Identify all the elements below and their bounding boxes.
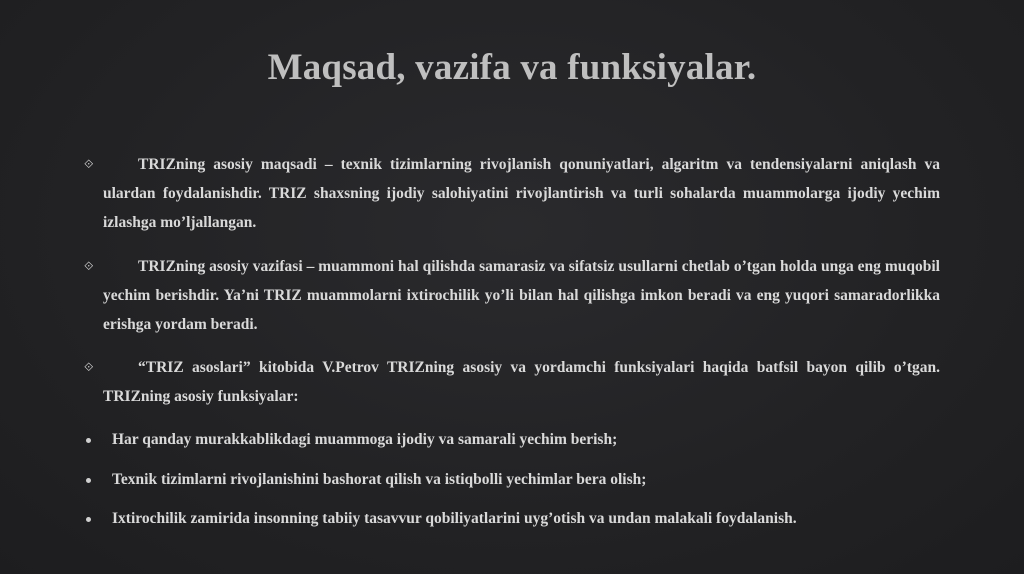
paragraph-goal: TRIZning asosiy maqsadi – texnik tizimlarning rivojlanish qonuniyatlari, algaritm va tendensiyalarni aniqlash va ulardan foydalanishdir. TRIZ shaxsning ijodiy salohiyatini rivojlantirish va turli sohalarda muammolarga ijodiy yechim izlashga mo’ljallangan. — [103, 156, 940, 231]
dot-bullet-icon — [86, 517, 91, 522]
paragraph-task: TRIZning asosiy vazifasi – muammoni hal qilishda samarasiz va sifatsiz usullarni chetlab o’tgan holda unga eng muqobil yechim berishdir. Ya’ni TRIZ muammolarni ixtirochilik yo’li bilan hal qilishga imkon beradi va eng yuqori samaradorlikka erishga yordam beradi. — [103, 258, 940, 333]
diamond-bullet-icon: ⟐ — [84, 360, 94, 374]
paragraph-functions-intro: “TRIZ asoslari” kitobida V.Petrov TRIZning asosiy va yordamchi funksiyalari haqida batfsil bayon qilib o’tgan. TRIZning asosiy funksiyalar: — [103, 359, 940, 405]
diamond-bullet-icon: ⟐ — [84, 157, 94, 171]
dot-bullet-icon — [86, 438, 91, 443]
function-list-item: Har qanday murakkablikdagi muammoga ijodiy va samarali yechim berish; — [112, 431, 618, 448]
dot-bullet-icon — [86, 478, 91, 483]
diamond-bullet-icon: ⟐ — [84, 259, 94, 273]
function-list-item: Texnik tizimlarni rivojlanishini bashorat qilish va istiqbolli yechimlar bera olish; — [112, 471, 647, 488]
slide-title: Maqsad, vazifa va funksiyalar. — [267, 47, 757, 88]
function-list-item: Ixtirochilik zamirida insonning tabiiy tasavvur qobiliyatlarini uyg’otish va undan malakali foydalanish. — [112, 510, 797, 527]
